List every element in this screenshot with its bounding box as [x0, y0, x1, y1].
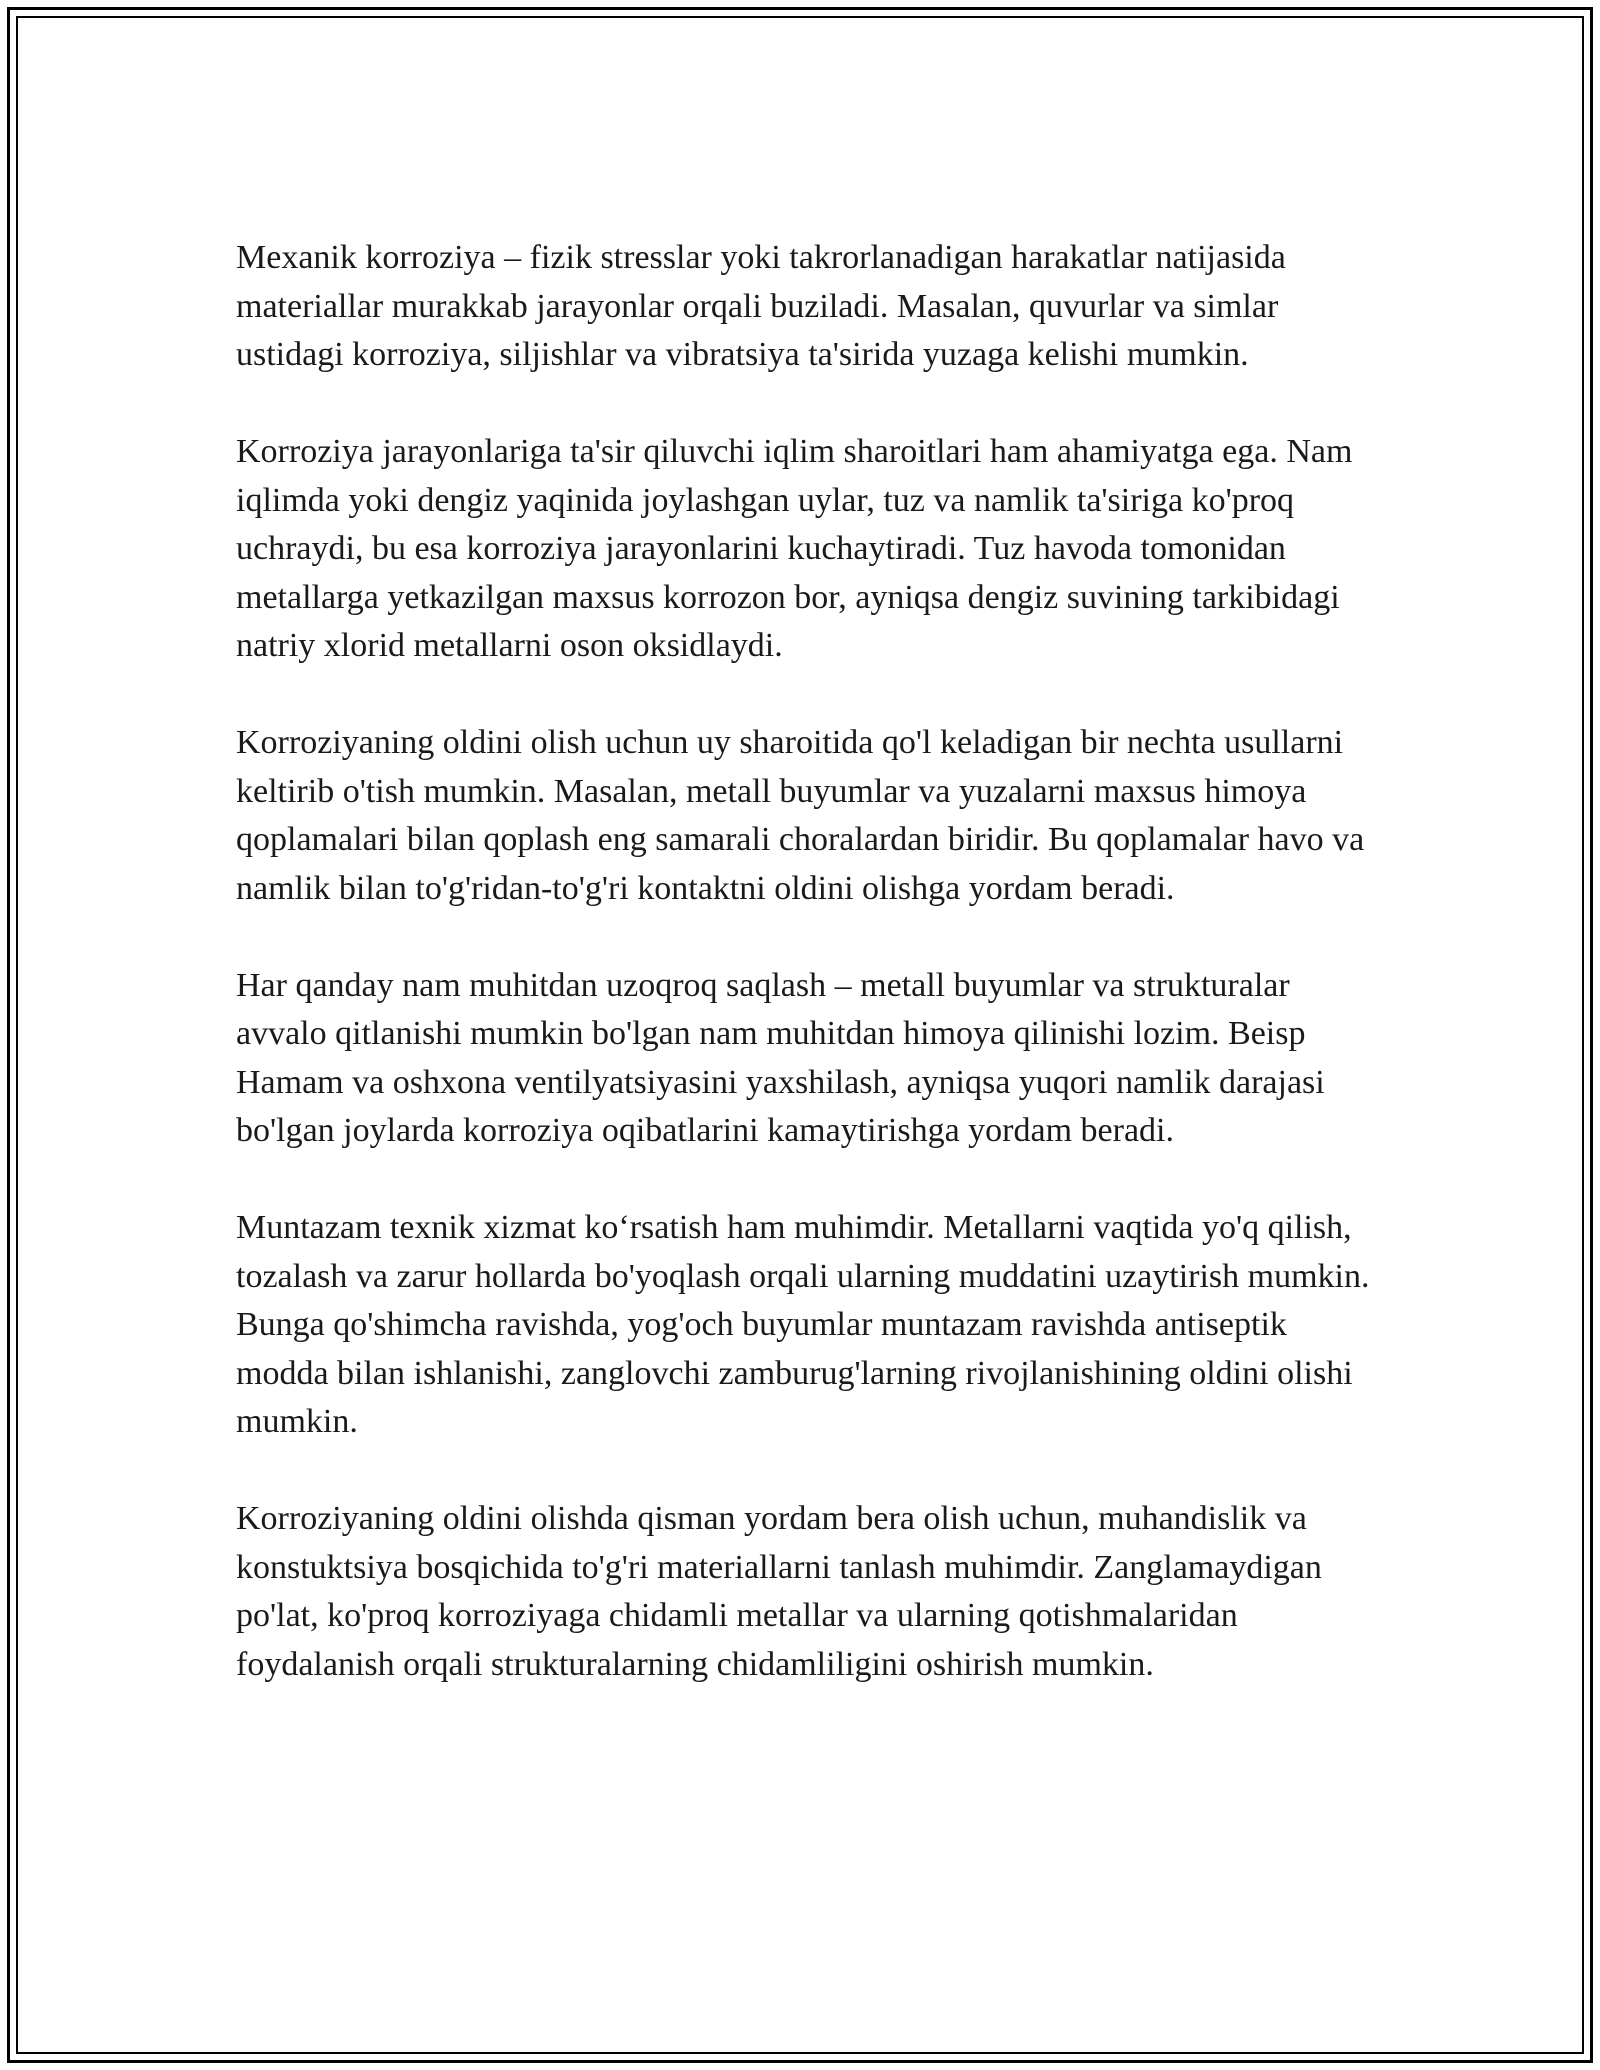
document-body: [236, 234, 1374, 1689]
paragraph-material-selection: Korroziyaning oldini olishda qisman yordam bera olish uchun, muhandislik va konstuktsiya bosqichida to'g'ri materiallarni tanlash muhimdir. Zanglamaydigan po'lat, ko'proq korroziyaga chidamli metallar va ularning qotishmalaridan foydalanish orqali strukturalarning chidamliligini oshirish mumkin.: [236, 1500, 1322, 1683]
paragraph-humidity-protection: Har qanday nam muhitdan uzoqroq saqlash – metall buyumlar va strukturalar avvalo qitlanishi mumkin bo'lgan nam muhitdan himoya qilinishi lozim. Beisp Hamam va oshxona ventilyatsiyasini yaxshilash, ayniqsa yuqori namlik darajasi bo'lgan joylarda korroziya oqibatlarini kamaytirishga yordam beradi.: [236, 966, 1325, 1149]
paragraph-home-prevention: Korroziyaning oldini olish uchun uy sharoitida qo'l keladigan bir nechta usullarni keltirib o'tish mumkin. Masalan, metall buyumlar va yuzalarni maxsus himoya qoplamalari bilan qoplash eng samarali choralardan biridir. Bu qoplamalar havo va namlik bilan to'g'ridan-to'g'ri kontaktni oldini olishga yordam beradi.: [236, 724, 1365, 907]
paragraph-maintenance: Muntazam texnik xizmat ko‘rsatish ham muhimdir. Metallarni vaqtida yo'q qilish, tozalash va zarur hollarda bo'yoqlash orqali ularning muddatini uzaytirish mumkin. Bunga qo'shimcha ravishda, yog'och buyumlar muntazam ravishda antiseptik modda bilan ishlanishi, zanglovchi zamburug'larning rivojlanishining oldini olishi mumkin.: [236, 1209, 1370, 1440]
paragraph-climate-conditions: Korroziya jarayonlariga ta'sir qiluvchi iqlim sharoitlari ham ahamiyatga ega. Nam iqlimda yoki dengiz yaqinida joylashgan uylar, tuz va namlik ta'siriga ko'proq uchraydi, bu esa korroziya jarayonlarini kuchaytiradi. Tuz havoda tomonidan metallarga yetkazilgan maxsus korrozon bor, ayniqsa dengiz suvining tarkibidagi natriy xlorid metallarni oson oksidlaydi.: [236, 433, 1353, 664]
paragraph-mechanical-corrosion: Mexanik korroziya – fizik stresslar yoki takrorlanadigan harakatlar natijasida materiallar murakkab jarayonlar orqali buziladi. Masalan, quvurlar va simlar ustidagi korroziya, siljishlar va vibratsiya ta'sirida yuzaga kelishi mumkin.: [236, 239, 1286, 373]
